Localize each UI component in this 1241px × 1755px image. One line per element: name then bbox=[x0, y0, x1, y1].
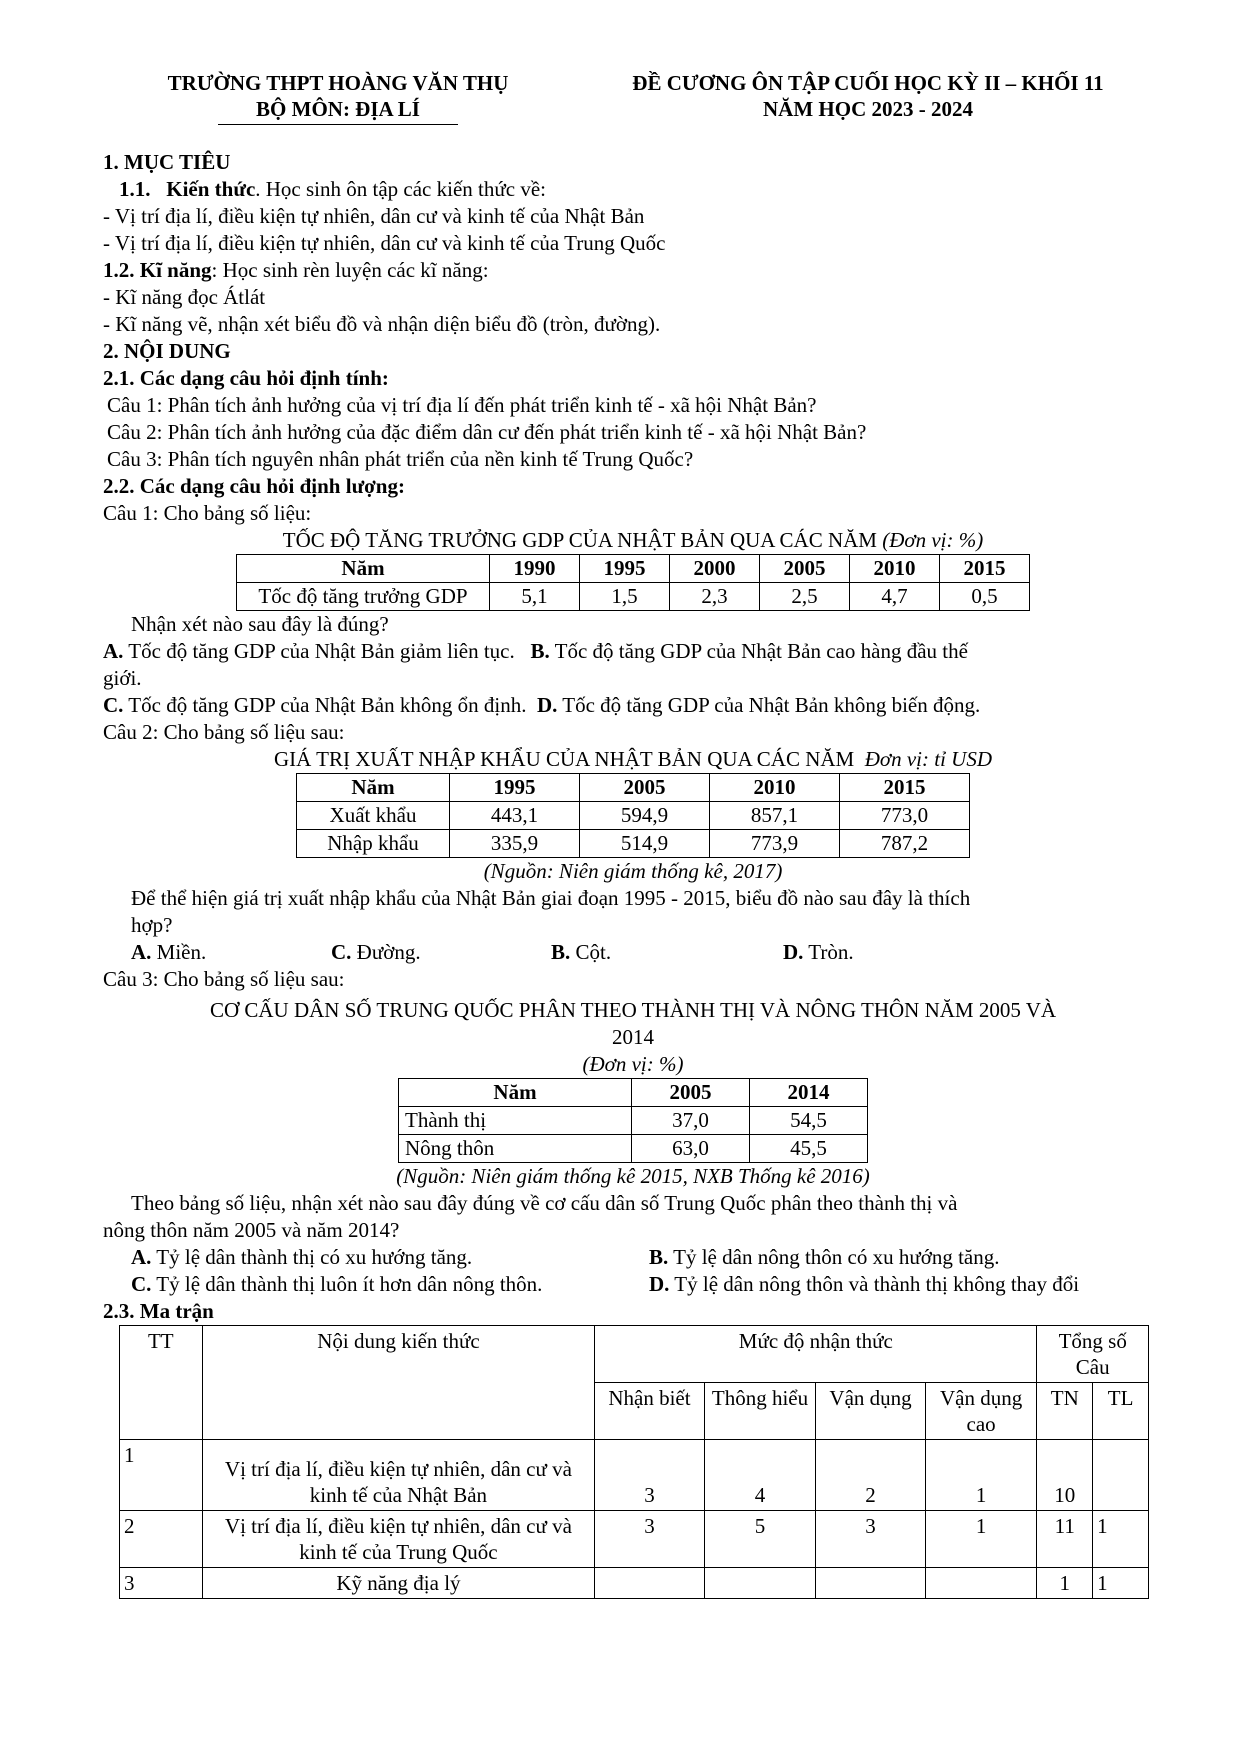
option-d-letter: D. bbox=[649, 1272, 670, 1296]
school-year: NĂM HỌC 2023 - 2024 bbox=[763, 97, 973, 121]
section-1-heading: 1. MỤC TIÊU bbox=[103, 150, 231, 174]
table-header-cell: 2010 bbox=[850, 555, 940, 583]
matrix-cell: 1 bbox=[1093, 1511, 1149, 1568]
question-3-options-ab bbox=[103, 1244, 1163, 1271]
table-header-cell: 2014 bbox=[750, 1079, 868, 1107]
table-header-cell: 2005 bbox=[580, 774, 710, 802]
option-d-wrap bbox=[783, 939, 854, 966]
matrix-cell-content: Kỹ năng địa lý bbox=[202, 1568, 595, 1599]
table-cell: 857,1 bbox=[710, 802, 840, 830]
skill-item: - Kĩ năng đọc Átlát bbox=[103, 285, 266, 309]
option-d-letter: D. bbox=[783, 940, 804, 964]
matrix-row bbox=[120, 1511, 1149, 1568]
matrix-subheader-cell: Thông hiểu bbox=[704, 1383, 816, 1440]
table-header-cell: 2000 bbox=[670, 555, 760, 583]
table-header-cell: Năm bbox=[237, 555, 490, 583]
table-cell: Tốc độ tăng trưởng GDP bbox=[237, 583, 490, 611]
table-cell: 37,0 bbox=[632, 1107, 750, 1135]
matrix-subheader-cell: Nhận biết bbox=[595, 1383, 705, 1440]
table-cell: Thành thị bbox=[399, 1107, 632, 1135]
table-header-cell: 1995 bbox=[580, 555, 670, 583]
table-2-unit: Đơn vị: tỉ USD bbox=[864, 747, 993, 771]
skills-label: 1.2. Kĩ năng bbox=[103, 258, 212, 282]
knowledge-line bbox=[103, 176, 1163, 203]
table-3-unit: (Đơn vị: %) bbox=[582, 1052, 684, 1076]
skill-item: - Kĩ năng vẽ, nhận xét biểu đồ và nhận diện biểu đồ (tròn, đường). bbox=[103, 312, 661, 336]
table-cell: 5,1 bbox=[490, 583, 580, 611]
matrix-cell: 2 bbox=[816, 1440, 926, 1511]
header-left bbox=[103, 70, 573, 125]
option-c-letter: C. bbox=[331, 940, 352, 964]
option-b: Cột. bbox=[570, 940, 612, 964]
option-a-wrap bbox=[131, 939, 331, 966]
table-cell: Nhập khẩu bbox=[297, 830, 450, 858]
question-1-intro: Câu 1: Cho bảng số liệu: bbox=[103, 501, 312, 525]
table-3-title-cont: 2014 bbox=[612, 1025, 654, 1049]
urban-rural-table bbox=[398, 1078, 868, 1163]
table-cell: Xuất khẩu bbox=[297, 802, 450, 830]
matrix-header-content: Nội dung kiến thức bbox=[202, 1326, 595, 1440]
matrix-subheader-cell: Vận dụng cao bbox=[925, 1383, 1037, 1440]
table-3-source: (Nguồn: Niên giám thống kê 2015, NXB Thống kê 2016) bbox=[396, 1164, 870, 1188]
table-header-cell: 2005 bbox=[760, 555, 850, 583]
knowledge-number: 1.1. bbox=[119, 177, 151, 201]
option-b-letter: B. bbox=[530, 639, 550, 663]
skills-text: : Học sinh rèn luyện các kĩ năng: bbox=[211, 258, 489, 282]
table-row bbox=[399, 1135, 868, 1163]
question-1-prompt: Nhận xét nào sau đây là đúng? bbox=[131, 612, 389, 636]
table-cell: 2,5 bbox=[760, 583, 850, 611]
option-b: Tốc độ tăng GDP của Nhật Bản cao hàng đầu thế bbox=[549, 639, 968, 663]
option-c-letter: C. bbox=[131, 1272, 152, 1296]
table-cell: 773,9 bbox=[710, 830, 840, 858]
table-cell: 514,9 bbox=[580, 830, 710, 858]
matrix-cell bbox=[816, 1568, 926, 1599]
question-1-options-cd bbox=[103, 692, 1163, 719]
qualitative-question: Câu 2: Phân tích ảnh hưởng của đặc điểm dân cư đến phát triển kinh tế - xã hội Nhật Bản? bbox=[107, 420, 867, 444]
option-d-wrap bbox=[649, 1271, 1079, 1298]
table-2-title-line bbox=[103, 746, 1163, 773]
option-b-wrap bbox=[649, 1244, 1000, 1271]
matrix-row bbox=[120, 1568, 1149, 1599]
qualitative-heading: 2.1. Các dạng câu hỏi định tính: bbox=[103, 366, 389, 390]
qualitative-question: Câu 3: Phân tích nguyên nhân phát triển của nền kinh tế Trung Quốc? bbox=[107, 447, 694, 471]
table-row bbox=[399, 1107, 868, 1135]
table-cell: 4,7 bbox=[850, 583, 940, 611]
matrix-cell: 5 bbox=[704, 1511, 816, 1568]
table-header-cell: 1995 bbox=[450, 774, 580, 802]
question-3-intro: Câu 3: Cho bảng số liệu sau: bbox=[103, 967, 345, 991]
table-header-cell: 2015 bbox=[940, 555, 1030, 583]
table-1-title: TỐC ĐỘ TĂNG TRƯỞNG GDP CỦA NHẬT BẢN QUA CÁC NĂM bbox=[282, 528, 877, 552]
table-3-title: CƠ CẤU DÂN SỐ TRUNG QUỐC PHÂN THEO THÀNH THỊ VÀ NÔNG THÔN NĂM 2005 VÀ bbox=[209, 998, 1057, 1022]
matrix-cell: 10 bbox=[1037, 1440, 1093, 1511]
gdp-growth-table bbox=[236, 554, 1030, 611]
matrix-cell-tt: 3 bbox=[120, 1568, 203, 1599]
option-c-wrap bbox=[331, 939, 551, 966]
table-header-row bbox=[237, 555, 1030, 583]
table-cell: 594,9 bbox=[580, 802, 710, 830]
section-2-heading: 2. NỘI DUNG bbox=[103, 339, 231, 363]
matrix-cell-tt: 1 bbox=[120, 1440, 203, 1511]
question-2-intro: Câu 2: Cho bảng số liệu sau: bbox=[103, 720, 345, 744]
option-a: Miền. bbox=[151, 940, 207, 964]
table-2-source: (Nguồn: Niên giám thống kê, 2017) bbox=[483, 859, 783, 883]
document-header bbox=[103, 70, 1163, 125]
option-a-wrap bbox=[131, 1244, 649, 1271]
knowledge-label: Kiến thức bbox=[166, 177, 256, 201]
option-b-letter: B. bbox=[551, 940, 571, 964]
option-a: Tỷ lệ dân thành thị có xu hướng tăng. bbox=[151, 1245, 473, 1269]
option-a-letter: A. bbox=[131, 1245, 152, 1269]
question-3-prompt: Theo bảng số liệu, nhận xét nào sau đây đúng về cơ cấu dân số Trung Quốc phân theo thành thị và bbox=[131, 1191, 958, 1215]
table-header-cell: 2005 bbox=[632, 1079, 750, 1107]
option-d-letter: D. bbox=[536, 693, 558, 717]
matrix-cell-content: Vị trí địa lí, điều kiện tự nhiên, dân cư và kinh tế của Nhật Bản bbox=[202, 1440, 595, 1511]
matrix-table bbox=[119, 1325, 1149, 1599]
skills-line bbox=[103, 257, 1163, 284]
matrix-cell-content: Vị trí địa lí, điều kiện tự nhiên, dân cư và kinh tế của Trung Quốc bbox=[202, 1511, 595, 1568]
table-cell: 443,1 bbox=[450, 802, 580, 830]
table-row bbox=[297, 830, 970, 858]
qualitative-question: Câu 1: Phân tích ảnh hưởng của vị trí địa lí đến phát triển kinh tế - xã hội Nhật Bản? bbox=[107, 393, 817, 417]
option-a: Tốc độ tăng GDP của Nhật Bản giảm liên tục. bbox=[123, 639, 515, 663]
table-header-cell: Năm bbox=[297, 774, 450, 802]
matrix-cell: 1 bbox=[1093, 1568, 1149, 1599]
knowledge-item: - Vị trí địa lí, điều kiện tự nhiên, dân cư và kinh tế của Trung Quốc bbox=[103, 231, 666, 255]
matrix-cell: 1 bbox=[1037, 1568, 1093, 1599]
matrix-row bbox=[120, 1440, 1149, 1511]
table-header-cell: 2015 bbox=[840, 774, 970, 802]
matrix-cell: 3 bbox=[595, 1440, 705, 1511]
option-a-letter: A. bbox=[103, 639, 124, 663]
question-3-options-cd bbox=[103, 1271, 1163, 1298]
matrix-cell: 11 bbox=[1037, 1511, 1093, 1568]
table-header-cell: 2010 bbox=[710, 774, 840, 802]
matrix-cell: 3 bbox=[595, 1511, 705, 1568]
matrix-cell bbox=[925, 1568, 1037, 1599]
matrix-heading: 2.3. Ma trận bbox=[103, 1299, 214, 1323]
option-b-letter: B. bbox=[649, 1245, 669, 1269]
matrix-header-row bbox=[120, 1326, 1149, 1383]
option-c: Tỷ lệ dân thành thị luôn ít hơn dân nông thôn. bbox=[151, 1272, 543, 1296]
knowledge-text: . Học sinh ôn tập các kiến thức về: bbox=[255, 177, 546, 201]
option-b-continued: giới. bbox=[103, 666, 142, 690]
option-a-letter: A. bbox=[131, 940, 152, 964]
table-1-unit: (Đơn vị: %) bbox=[882, 528, 984, 552]
question-3-prompt-cont: nông thôn năm 2005 và năm 2014? bbox=[103, 1218, 400, 1242]
matrix-cell bbox=[1093, 1440, 1149, 1511]
table-cell: 335,9 bbox=[450, 830, 580, 858]
export-import-table bbox=[296, 773, 970, 858]
question-2-prompt: Để thể hiện giá trị xuất nhập khẩu của Nhật Bản giai đoạn 1995 - 2015, biểu đồ nào sau đây là thích bbox=[131, 886, 971, 910]
matrix-cell: 1 bbox=[925, 1440, 1037, 1511]
quantitative-heading: 2.2. Các dạng câu hỏi định lượng: bbox=[103, 474, 405, 498]
question-2-options bbox=[103, 939, 1163, 966]
document-title: ĐỀ CƯƠNG ÔN TẬP CUỐI HỌC KỲ II – KHỐI 11 bbox=[632, 71, 1104, 95]
option-c-letter: C. bbox=[103, 693, 124, 717]
matrix-header-level: Mức độ nhận thức bbox=[595, 1326, 1037, 1383]
table-cell: Nông thôn bbox=[399, 1135, 632, 1163]
table-cell: 787,2 bbox=[840, 830, 970, 858]
table-header-row bbox=[297, 774, 970, 802]
question-1-options-ab bbox=[103, 638, 1163, 665]
table-2-title: GIÁ TRỊ XUẤT NHẬP KHẨU CỦA NHẬT BẢN QUA CÁC NĂM bbox=[273, 747, 855, 771]
table-row bbox=[297, 802, 970, 830]
table-header-cell: 1990 bbox=[490, 555, 580, 583]
table-cell: 773,0 bbox=[840, 802, 970, 830]
table-cell: 0,5 bbox=[940, 583, 1030, 611]
matrix-cell bbox=[595, 1568, 705, 1599]
option-b-wrap bbox=[551, 939, 783, 966]
matrix-cell bbox=[704, 1568, 816, 1599]
option-c-wrap bbox=[131, 1271, 649, 1298]
matrix-subheader-cell: Vận dụng bbox=[816, 1383, 926, 1440]
table-cell: 45,5 bbox=[750, 1135, 868, 1163]
table-1-title-line bbox=[103, 527, 1163, 554]
table-header-cell: Năm bbox=[399, 1079, 632, 1107]
matrix-cell: 3 bbox=[816, 1511, 926, 1568]
matrix-cell: 1 bbox=[925, 1511, 1037, 1568]
table-cell: 2,3 bbox=[670, 583, 760, 611]
table-header-row bbox=[399, 1079, 868, 1107]
knowledge-item: - Vị trí địa lí, điều kiện tự nhiên, dân cư và kinh tế của Nhật Bản bbox=[103, 204, 645, 228]
matrix-cell: 4 bbox=[704, 1440, 816, 1511]
option-b: Tỷ lệ dân nông thôn có xu hướng tăng. bbox=[668, 1245, 1000, 1269]
document-page bbox=[103, 70, 1163, 1599]
option-c: Tốc độ tăng GDP của Nhật Bản không ổn định. bbox=[123, 693, 527, 717]
matrix-header-tt: TT bbox=[120, 1326, 203, 1440]
option-d: Tròn. bbox=[803, 940, 854, 964]
table-cell: 63,0 bbox=[632, 1135, 750, 1163]
option-d: Tỷ lệ dân nông thôn và thành thị không thay đổi bbox=[669, 1272, 1080, 1296]
matrix-subheader-cell: TN bbox=[1037, 1383, 1093, 1440]
matrix-cell-tt: 2 bbox=[120, 1511, 203, 1568]
table-row bbox=[237, 583, 1030, 611]
table-cell: 54,5 bbox=[750, 1107, 868, 1135]
header-right bbox=[573, 70, 1163, 125]
school-name: TRƯỜNG THPT HOÀNG VĂN THỤ bbox=[167, 71, 509, 95]
header-underline bbox=[218, 124, 458, 125]
option-d: Tốc độ tăng GDP của Nhật Bản không biến động. bbox=[557, 693, 981, 717]
matrix-subheader-cell: TL bbox=[1093, 1383, 1149, 1440]
option-c: Đường. bbox=[351, 940, 421, 964]
question-2-prompt-cont: hợp? bbox=[131, 913, 173, 937]
department-name: BỘ MÔN: ĐỊA LÍ bbox=[256, 97, 420, 121]
matrix-header-total: Tổng số Câu bbox=[1037, 1326, 1149, 1383]
table-cell: 1,5 bbox=[580, 583, 670, 611]
